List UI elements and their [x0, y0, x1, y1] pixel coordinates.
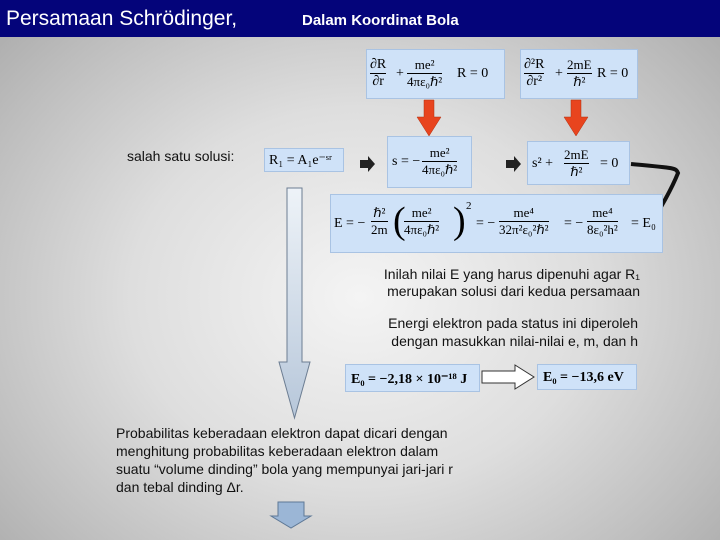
energy-left-paren: (: [393, 200, 406, 242]
eq2-lhs-den: ∂r²: [526, 74, 543, 89]
e0-joule-box: [345, 364, 480, 392]
probability-line-3: suatu “volume dinding” bola yang mempunyai jari-jari r: [116, 461, 453, 477]
eq1-lhs-num: ∂R: [370, 57, 387, 72]
energy-mid: = −: [476, 216, 496, 231]
energy-mid2: = −: [564, 216, 584, 231]
energy-paren-num: me²: [404, 205, 439, 222]
radial-equation-1: [366, 49, 505, 99]
s-value-num: me²: [422, 145, 457, 162]
radial-equation-2: [520, 49, 638, 99]
hollow-right-arrow: [482, 365, 534, 389]
energy-note-line-1: Energi elektron pada status ini diperoleh: [388, 315, 638, 331]
energy-f1-num: ℏ²: [371, 205, 388, 222]
probability-line-1: Probabilitas keberadaan elektron dapat dicari dengan: [116, 425, 448, 441]
slide-subtitle: Dalam Koordinat Bola: [302, 12, 459, 29]
energy-equation: [330, 194, 663, 253]
energy-f1-den: 2m: [371, 222, 388, 237]
bottom-down-arrow: [271, 502, 311, 528]
energy-lhs: E = −: [334, 216, 366, 231]
eq2-frac-den: ℏ²: [573, 74, 586, 89]
eq1-rhs: R = 0: [457, 66, 489, 81]
solution-expression: R₁ = A₁e⁻ˢʳ: [269, 153, 332, 168]
solution-equation: [264, 148, 344, 172]
s-squared-den: ℏ²: [570, 164, 583, 179]
energy-f2-den: 32π²ε₀²ℏ²: [499, 222, 549, 237]
eq2-rhs: R = 0: [597, 66, 629, 81]
small-right-arrow-1: [360, 156, 375, 172]
eq1-frac-num: me²: [407, 57, 442, 74]
e0-ev-value: E₀ = −13,6 eV: [543, 370, 624, 385]
s-squared-equation: [527, 141, 630, 185]
energy-rhs: = E₀: [631, 216, 656, 231]
energy-right-paren: ): [453, 200, 466, 242]
energy-power: 2: [466, 200, 472, 212]
value-note-line-2: merupakan solusi dari kedua persamaan: [387, 283, 640, 299]
s-value-equation: [387, 136, 472, 188]
energy-note-line-2: dengan masukkan nilai-nilai e, m, dan h: [391, 333, 638, 349]
big-down-arrow: [279, 188, 310, 418]
energy-f3-num: me⁴: [587, 205, 618, 222]
red-arrow-left: [417, 100, 441, 136]
s-value-den: 4πε₀ℏ²: [422, 162, 458, 177]
e0-joule-value: E₀ = −2,18 × 10⁻¹⁸ J: [351, 372, 468, 387]
e0-ev-box: [537, 364, 637, 390]
eq1-plus: +: [396, 66, 404, 81]
eq2-lhs-num: ∂²R: [524, 57, 545, 72]
probability-line-4: dan tebal dinding Δr.: [116, 479, 244, 495]
slide-title: Persamaan Schrödinger,: [6, 7, 238, 30]
solution-label: salah satu solusi:: [127, 148, 235, 164]
red-arrow-right: [564, 100, 588, 136]
energy-f3-den: 8ε₀²h²: [587, 222, 618, 237]
eq2-frac-num: 2mE: [567, 57, 592, 72]
eq1-frac-den: 4πε₀ℏ²: [407, 74, 443, 89]
energy-paren-den: 4πε₀ℏ²: [404, 222, 440, 237]
s-value-lhs: s = −: [392, 154, 421, 169]
probability-line-2: menghitung probabilitas keberadaan elektron dalam: [116, 443, 439, 459]
value-note-line-1: Inilah nilai E yang harus dipenuhi agar R₁: [383, 266, 640, 282]
eq2-plus: +: [555, 66, 563, 81]
s-squared-lhs: s² +: [532, 156, 554, 171]
eq1-lhs-den: ∂r: [372, 74, 384, 89]
s-squared-rhs: = 0: [600, 156, 619, 171]
s-squared-num: 2mE: [564, 147, 589, 162]
small-right-arrow-2: [506, 156, 521, 172]
energy-f2-num: me⁴: [499, 205, 549, 222]
